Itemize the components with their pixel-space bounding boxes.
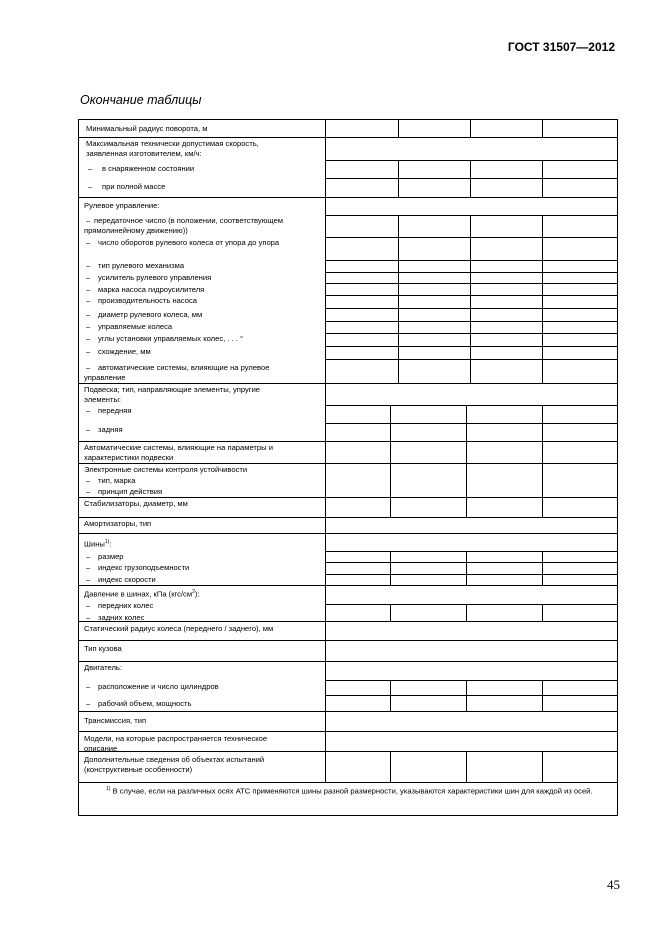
row-label-front — [86, 406, 131, 416]
value-line — [325, 283, 618, 284]
turns-text: число оборотов рулевого колеса от упора до упора — [98, 238, 280, 247]
dash-mark: – — [86, 699, 91, 708]
col-line — [542, 215, 543, 384]
col-line — [542, 551, 543, 586]
value-line — [325, 321, 618, 322]
value-line — [325, 695, 618, 696]
row-label-mech-type — [86, 261, 184, 271]
row-label-steered-wheels — [86, 322, 172, 332]
value-line — [325, 604, 618, 605]
value-line — [325, 260, 618, 261]
dash-mark: – — [86, 347, 91, 356]
dash-mark: – — [86, 406, 91, 415]
col-line — [390, 751, 391, 783]
dash-mark: – — [86, 273, 91, 282]
value-line — [325, 359, 618, 360]
col-line — [466, 751, 467, 783]
spec-table — [78, 119, 618, 816]
row-line — [78, 441, 618, 442]
value-line — [325, 680, 618, 681]
value-line — [325, 237, 618, 238]
footnote-text: В случае, если на различных осях АТС применяются шины разной размерности, указываются характеристики шин для каждой из осей. — [110, 786, 593, 796]
dash-mark: – — [88, 164, 93, 173]
col-line — [542, 604, 543, 622]
dash-mark: – — [86, 216, 91, 225]
row-label-ratio-cont: прямолинейному движению)) — [84, 226, 188, 235]
table-border-bottom — [78, 815, 618, 816]
row-label-displacement — [86, 699, 191, 709]
value-line — [325, 574, 618, 575]
dash-mark: – — [86, 310, 91, 319]
mech-type-text: тип рулевого механизма — [98, 261, 185, 270]
row-line — [78, 751, 618, 752]
col-line — [466, 604, 467, 622]
col-line — [542, 405, 543, 518]
front-wheels-text: передних колес — [98, 601, 154, 610]
row-line — [78, 197, 618, 198]
row-label-full — [88, 182, 165, 192]
esc-principle-text: принцип действия — [98, 487, 163, 496]
booster-brand-text: марка насоса гидроусилителя — [98, 285, 205, 294]
col-line — [542, 751, 543, 783]
col-line — [470, 160, 471, 198]
row-line — [78, 585, 618, 586]
value-line — [325, 295, 618, 296]
value-line — [325, 215, 618, 216]
row-label-rear — [86, 425, 123, 435]
row-label-esc-type — [86, 476, 135, 486]
row-label-stabilizers: Стабилизаторы, диаметр, мм — [84, 499, 188, 508]
label-divider — [325, 119, 326, 783]
dash-mark: – — [86, 296, 91, 305]
dash-mark: – — [86, 261, 91, 270]
dash-mark: – — [86, 682, 91, 691]
tires-colon: : — [109, 539, 112, 549]
row-line — [78, 711, 618, 712]
row-label-static-radius: Статический радиус колеса (переднего / заднего), мм — [84, 624, 274, 633]
row-label-pump-perf — [86, 296, 197, 306]
tire-size-text: размер — [98, 552, 124, 561]
row-label-max-speed-cont: заявленная изготовителем, км/ч: — [86, 149, 202, 158]
col-line — [470, 119, 471, 138]
value-line — [325, 160, 618, 161]
table-footnote — [80, 783, 616, 798]
esc-type-text: тип, марка — [98, 476, 136, 485]
value-line — [325, 178, 618, 179]
col-line — [398, 119, 399, 138]
pump-perf-text: производительность насоса — [98, 296, 198, 305]
row-label-suspension-cont: элементы: — [84, 395, 122, 404]
table-caption: Окончание таблицы — [80, 93, 202, 107]
row-label-rear-wheels — [86, 613, 144, 623]
row-label-turns — [86, 238, 279, 248]
row-label-min-radius: Минимальный радиус поворота, м — [86, 124, 208, 133]
row-label-ratio — [86, 216, 283, 226]
col-line — [542, 119, 543, 138]
value-line — [325, 333, 618, 334]
row-label-transmission: Трансмиссия, тип — [84, 716, 147, 725]
dash-mark: – — [86, 575, 91, 584]
dash-mark: – — [86, 238, 91, 247]
booster-text: усилитель рулевого управления — [98, 273, 212, 282]
ratio-text: передаточное число (в положении, соответствующем — [94, 216, 283, 225]
col-line — [466, 680, 467, 712]
cyl-layout-text: расположение и число цилиндров — [98, 682, 219, 691]
value-line — [325, 405, 618, 406]
row-line — [78, 621, 618, 622]
row-label-wheel-diam — [86, 310, 202, 320]
value-line — [325, 308, 618, 309]
row-label-auto-steer-cont: управление — [84, 373, 126, 382]
row-label-angles — [86, 334, 243, 344]
dash-mark: – — [86, 552, 91, 561]
rear-wheels-text: задних колес — [98, 613, 145, 622]
dash-mark: – — [86, 601, 91, 610]
steered-wheels-text: управляемые колеса — [98, 322, 173, 331]
auto-steer-text: автоматические системы, влияющие на рулевое — [98, 363, 270, 372]
row-line — [78, 640, 618, 641]
col-line — [470, 215, 471, 384]
row-line — [78, 137, 618, 138]
dash-mark: – — [86, 322, 91, 331]
value-line — [325, 551, 618, 552]
row-label-max-speed: Максимальная технически допустимая скорость, — [86, 139, 259, 148]
col-line — [542, 160, 543, 198]
value-line — [325, 346, 618, 347]
row-label-body-type: Тип кузова — [84, 644, 122, 653]
dash-mark: – — [86, 563, 91, 572]
col-line — [390, 680, 391, 712]
value-line — [325, 272, 618, 273]
row-label-toe — [86, 347, 151, 357]
dash-mark: – — [86, 476, 91, 485]
row-label-esc: Электронные системы контроля устойчивости — [84, 465, 248, 474]
rear-text: задняя — [98, 425, 123, 434]
pressure-text: Давление в шинах, кПа (кгс/см — [84, 589, 193, 599]
row-line — [78, 383, 618, 384]
curb-text: в снаряженном состоянии — [102, 164, 195, 173]
dash-mark: – — [86, 487, 91, 496]
load-index-text: индекс грузоподъемности — [98, 563, 190, 572]
row-label-extra: Дополнительные сведения об объектах испытаний — [84, 755, 265, 764]
row-label-engine: Двигатель: — [84, 663, 122, 672]
footnote-mark: 1) — [106, 786, 111, 792]
dash-mark: – — [86, 334, 91, 343]
row-line — [78, 497, 618, 498]
row-line — [78, 533, 618, 534]
col-line — [390, 405, 391, 518]
row-label-esc-principle — [86, 487, 162, 497]
toe-text: схождение, мм — [98, 347, 151, 356]
document-header: ГОСТ 31507—2012 — [507, 40, 615, 54]
dash-mark: – — [86, 363, 91, 372]
page-number: 45 — [607, 877, 620, 892]
row-line — [78, 731, 618, 732]
dash-mark: – — [86, 425, 91, 434]
row-label-extra-cont: (конструктивные особенности) — [84, 765, 193, 774]
value-line — [325, 562, 618, 563]
row-label-cyl-layout — [86, 682, 219, 692]
row-label-auto-susp: Автоматические системы, влияющие на параметры и — [84, 443, 273, 452]
row-label-models-cont: описание — [84, 744, 118, 753]
row-label-tires — [84, 537, 111, 550]
pressure-post: ): — [194, 589, 200, 599]
col-line — [466, 405, 467, 518]
row-label-booster — [86, 273, 211, 283]
value-line — [325, 423, 618, 424]
col-line — [542, 680, 543, 712]
col-line — [390, 551, 391, 586]
dash-mark: – — [86, 285, 91, 294]
displacement-text: рабочий объем, мощность — [98, 699, 192, 708]
row-line — [78, 661, 618, 662]
row-label-speed-index — [86, 575, 156, 585]
row-label-models: Модели, на которые распространяется техническое — [84, 734, 268, 743]
col-line — [390, 604, 391, 622]
col-line — [398, 160, 399, 198]
row-label-tire-size — [86, 552, 124, 562]
dash-mark: – — [88, 182, 93, 191]
pressure-sup: 2 — [192, 589, 195, 595]
row-label-shocks: Амортизаторы, тип — [84, 519, 152, 528]
wheel-diam-text: диаметр рулевого колеса, мм — [98, 310, 203, 319]
row-label-curb — [88, 164, 194, 174]
row-label-auto-susp-cont: характеристики подвески — [84, 453, 174, 462]
row-label-booster-brand — [86, 285, 204, 295]
row-label-steering: Рулевое управление: — [84, 201, 160, 210]
tires-text: Шины — [84, 539, 105, 549]
speed-index-text: индекс скорости — [98, 575, 156, 584]
row-line — [78, 463, 618, 464]
col-line — [398, 215, 399, 384]
dash-mark: – — [86, 613, 91, 622]
row-label-suspension: Подвеска; тип, направляющие элементы, упругие — [84, 385, 261, 394]
front-text: передняя — [98, 406, 132, 415]
row-label-load-index — [86, 563, 189, 573]
angles-text: углы установки управляемых колес, . . . ° — [98, 334, 244, 343]
row-label-auto-steer — [86, 363, 269, 373]
row-label-pressure — [84, 587, 199, 600]
row-line — [78, 517, 618, 518]
table-border-top — [78, 119, 618, 120]
tires-footnote-mark: 1) — [104, 539, 110, 545]
row-label-front-wheels — [86, 601, 153, 611]
col-line — [466, 551, 467, 586]
full-text: при полной массе — [102, 182, 166, 191]
